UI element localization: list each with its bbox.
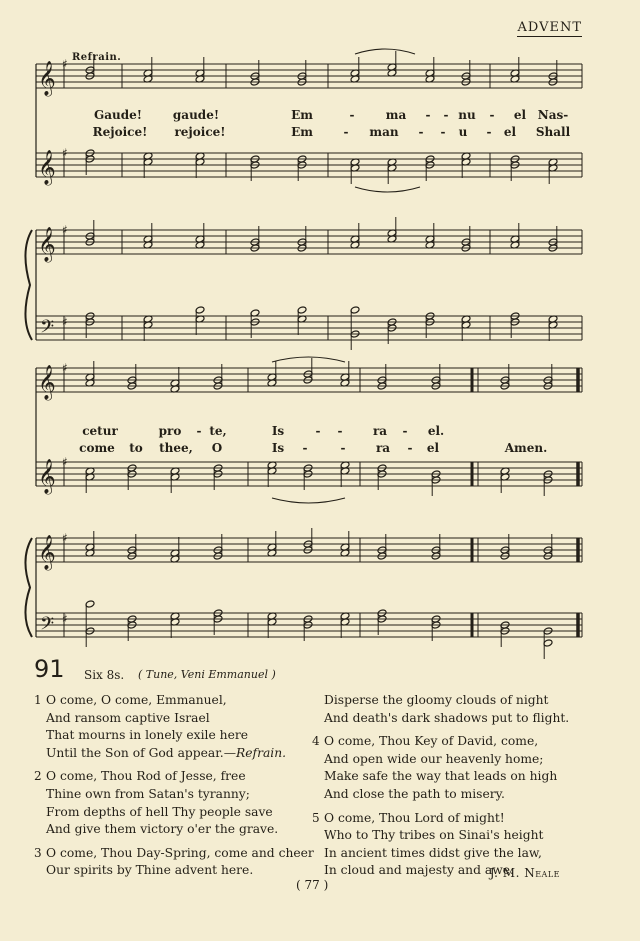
lyric-syllable: to (129, 441, 143, 455)
stanza-line: And ransom captive Israel (46, 710, 210, 725)
stanza-line: Make safe the way that leads on high (324, 769, 558, 784)
lyric-syllable: Em (291, 108, 313, 122)
stanza-line: Who to Thy tribes on Sinai's height (324, 828, 544, 843)
lyric-syllable: Is (271, 441, 285, 455)
stanza-line: O come, Thou Rod of Jesse, free (46, 769, 246, 784)
lyric-syllable: nu (458, 108, 476, 122)
treble-clef: 𝄞 (38, 535, 56, 570)
stanza-line: In cloud and majesty and awe. (324, 863, 514, 878)
stanza-number: 3 (34, 845, 42, 860)
lyric-syllable: - (418, 125, 424, 139)
key-sharp: ♯ (62, 146, 68, 160)
key-sharp: ♯ (62, 223, 68, 237)
stanza-line: Thine own from Satan's tyranny; (46, 786, 250, 801)
stanza-line: O come, O come, Emmanuel, (46, 693, 227, 707)
stanza-line: Until the Son of God appear.—Refrain. (46, 745, 287, 760)
lyric-syllable: Is (271, 424, 285, 438)
lyric-syllable: - (407, 441, 413, 455)
key-sharp: ♯ (62, 57, 68, 71)
lyric-syllable: man (369, 125, 399, 139)
lyric-syllable: - (349, 108, 355, 122)
stanza-line: From depths of hell Thy people save (46, 804, 273, 819)
stanza (312, 810, 612, 880)
piano-brace (25, 538, 32, 637)
lyric-syllable: Shall (535, 125, 571, 139)
lyric-syllable: Amen. (504, 441, 548, 455)
page-number: ( 77 ) (296, 878, 329, 892)
lyric-syllable: gaude! (172, 108, 220, 122)
stanzas-left-column (34, 692, 314, 886)
stanza-line: O come, Thou Lord of might! (324, 810, 505, 825)
lyric-syllable: Nas- (537, 108, 569, 122)
lyric-syllable: - (302, 441, 308, 455)
treble-clef: 𝄞 (38, 459, 56, 494)
lyric-syllable: thee, (159, 441, 193, 455)
lyric-syllable: - (489, 108, 495, 122)
bass-clef: 𝄢 (40, 614, 55, 639)
treble-clef: 𝄞 (38, 365, 56, 400)
stanza-line: And close the path to misery. (324, 786, 505, 801)
stanza-number: 1 (34, 693, 42, 707)
slur (355, 49, 415, 54)
section-title: ADVENT (517, 20, 582, 35)
lyric-syllable: el. (427, 424, 445, 438)
stanza-line: And give them victory o'er the grave. (46, 822, 279, 837)
refrain-tag: —Refrain. (223, 745, 287, 760)
lyric-syllable: el (503, 125, 517, 139)
lyric-syllable: - (315, 424, 321, 438)
lyric-syllable: O (211, 441, 223, 455)
hymn-tune: ( Tune, Veni Emmanuel ) (138, 668, 276, 681)
slur (272, 498, 345, 503)
stanza-number: 5 (312, 810, 320, 825)
lyric-syllable: - (337, 424, 343, 438)
stanza-line: Disperse the gloomy clouds of night (324, 693, 549, 707)
lyric-syllable: - (443, 108, 449, 122)
key-sharp: ♯ (62, 315, 68, 329)
stanza-line: Our spirits by Thine advent here. (46, 863, 254, 878)
treble-clef: 𝄞 (38, 150, 56, 185)
lyric-syllable: - (402, 424, 408, 438)
refrain-label: Refrain. (72, 52, 122, 63)
treble-clef: 𝄞 (38, 61, 56, 96)
stanza (312, 692, 612, 727)
lyric-syllable: - (340, 441, 346, 455)
lyric-syllable: te, (209, 424, 227, 438)
treble-clef: 𝄞 (38, 227, 56, 262)
bass-clef: 𝄢 (40, 317, 55, 342)
key-sharp: ♯ (62, 455, 68, 469)
lyric-syllable: pro (158, 424, 182, 438)
lyric-syllable: Rejoice! (92, 125, 148, 139)
hymn-heading (34, 655, 276, 683)
lyric-syllable: ma (385, 108, 407, 122)
stanza (312, 733, 612, 803)
lyric-syllable: - (486, 125, 492, 139)
lyric-syllable: cetur (82, 424, 118, 438)
hymn-author: J. M. Neale (489, 866, 560, 880)
stanzas-right-column (312, 692, 612, 886)
key-sharp: ♯ (62, 612, 68, 626)
lyric-syllable: ra (372, 424, 388, 438)
stanza-number: 2 (34, 769, 42, 784)
lyric-syllable: - (425, 108, 431, 122)
slur (355, 187, 420, 192)
stanza-line: And open wide our heavenly home; (324, 751, 544, 766)
lyric-syllable: Em (291, 125, 313, 139)
lyric-syllable: el (513, 108, 527, 122)
lyric-syllable: u (458, 125, 468, 139)
piano-brace (25, 230, 32, 340)
lyric-syllable: come (79, 441, 115, 455)
hymn-number: 91 (34, 655, 65, 683)
lyric-syllable: Gaude! (93, 108, 143, 122)
stanza-line: That mourns in lonely exile here (46, 728, 249, 743)
stanza (34, 845, 314, 880)
stanza (34, 692, 314, 762)
stanza-number: 4 (312, 734, 320, 749)
lyric-syllable: rejoice! (174, 125, 226, 139)
stanza-line: And death's dark shadows put to flight. (324, 710, 570, 725)
hymn-meter: Six 8s. (84, 668, 125, 682)
stanza (34, 768, 314, 838)
stanza-line: In ancient times didst give the law, (324, 845, 542, 860)
lyric-syllable: - (196, 424, 202, 438)
key-sharp: ♯ (62, 361, 68, 375)
stanza-line: O come, Thou Key of David, come, (324, 734, 539, 749)
key-sharp: ♯ (62, 531, 68, 545)
slur (272, 357, 345, 362)
lyric-syllable: - (440, 125, 446, 139)
stanza-line: O come, Thou Day-Spring, come and cheer (46, 845, 314, 860)
lyric-syllable: ra (375, 441, 391, 455)
lyric-syllable: el (426, 441, 440, 455)
lyric-syllable: - (343, 125, 349, 139)
